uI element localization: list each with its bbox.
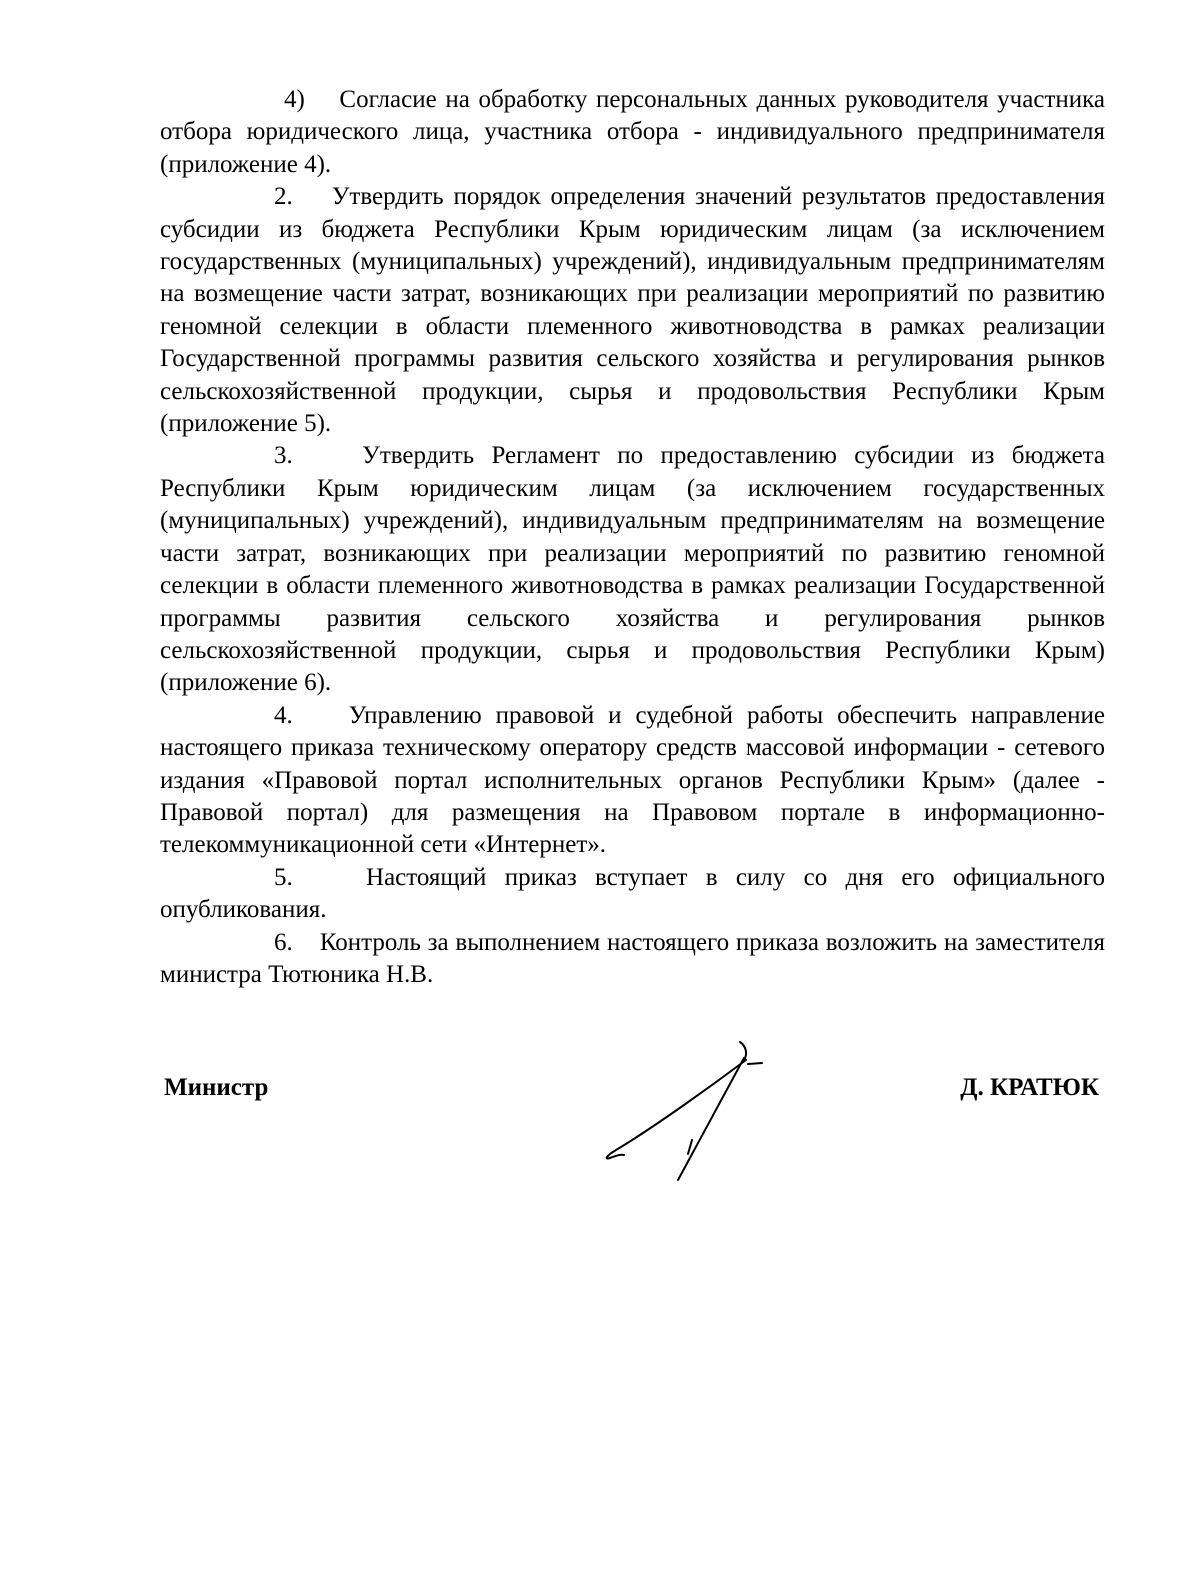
paragraph-number: 2. bbox=[274, 183, 293, 211]
document-body bbox=[160, 84, 1105, 991]
signatory-name: Д. КРАТЮК bbox=[960, 1074, 1099, 1101]
paragraph-item-4-consent bbox=[160, 84, 1105, 181]
paragraph-number: 3. bbox=[274, 442, 293, 470]
paragraph-3 bbox=[160, 440, 1105, 699]
paragraph-text: Согласие на обработку персональных данных руководителя участника отбора юридического лица, участника отбора - индивидуального предпринимателя (приложение 4). bbox=[160, 86, 1105, 178]
paragraph-number: 4) bbox=[284, 86, 305, 113]
paragraph-number: 6. bbox=[274, 928, 293, 956]
paragraph-text: Утвердить Регламент по предоставлению субсидии из бюджета Республики Крым юридическим лицам (за исключением государственных (муниципальных) учреждений), индивидуальным предпринимателям на возмещение части затрат, возникающих при реализации мероприятий по развитию геномной селекции в области племенного животноводства в рамках реализации Государственной программы развития сельского хозяйства и регулирования рынков сельскохозяйственной продукции, сырья и продовольствия Республики Крым) (приложение 6). bbox=[160, 442, 1105, 697]
handwritten-signature bbox=[596, 1034, 776, 1184]
paragraph-text: Управлению правовой и судебной работы обеспечить направление настоящего приказа техническому оператору средств массовой информации - сетевого издания «Правовой портал исполнительных органов Республики Крым» (далее - Правовой портал) для размещения на Правовом портале в информационно-телекоммуникационной сети «Интернет». bbox=[160, 701, 1106, 859]
paragraph-number: 5. bbox=[274, 863, 293, 891]
paragraph-number: 4. bbox=[274, 701, 293, 729]
paragraph-text: Контроль за выполнением настоящего приказа возложить на заместителя министра Тютюника Н.В. bbox=[160, 928, 1105, 988]
paragraph-4 bbox=[160, 700, 1105, 862]
paragraph-5 bbox=[160, 862, 1105, 927]
paragraph-text: Настоящий приказ вступает в силу со дня его официального опубликования. bbox=[160, 863, 1106, 924]
paragraph-text: Утвердить порядок определения значений результатов предоставления субсидии из бюджета Республики Крым юридическим лицам (за исключением государственных (муниципальных) учреждений), индивидуальным предпринимателям на возмещение части затрат, возникающих при реализации мероприятий по развитию геномной селекции в области племенного животноводства в рамках реализации Государственной программы развития сельского хозяйства и регулирования рынков сельскохозяйственной продукции, сырья и продовольствия Республики Крым (приложение 5). bbox=[160, 183, 1105, 438]
paragraph-2 bbox=[160, 181, 1105, 440]
signatory-position: Министр bbox=[164, 1074, 269, 1101]
paragraph-6 bbox=[160, 927, 1105, 992]
